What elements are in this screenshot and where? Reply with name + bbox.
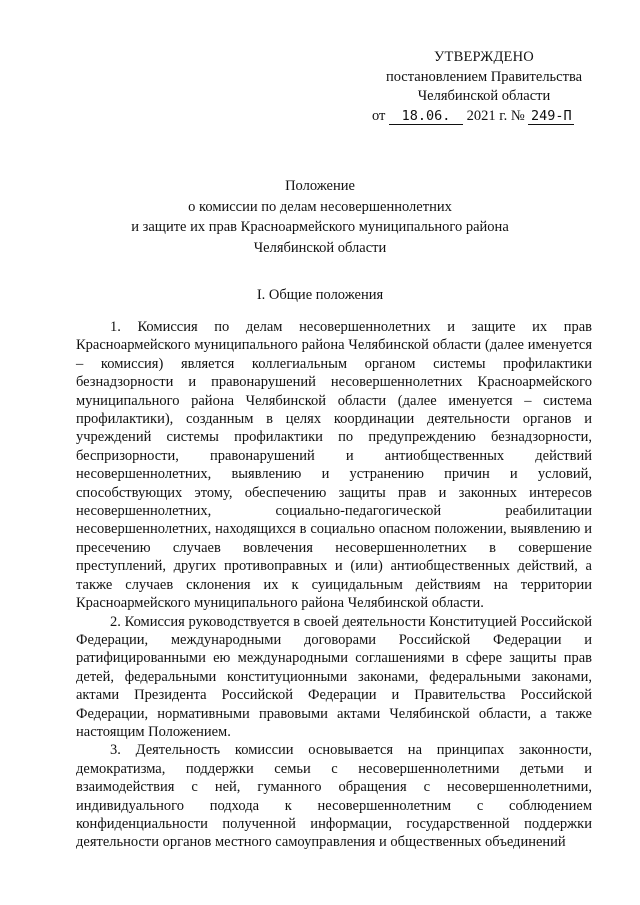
handwritten-date: 18.06. (389, 108, 463, 125)
section-heading: I. Общие положения (256, 287, 384, 303)
approval-date-line (372, 107, 596, 127)
paragraph-2: 2. Комиссия руководствуется в своей деятельности Конституцией Российской Федерации, международными договорами Российской Федерации и ратифицированными ею международными соглашениями в сфере защиты прав детей, федеральными конституционными законами, федеральными законами, актами Президента Российской Федерации и Правительства Российской Федерации, нормативными правовыми актами Челябинской области, а также настоящим Положением. (76, 613, 592, 740)
title-line-4: Челябинской области (253, 239, 387, 256)
approval-line-1: постановлением Правительства (385, 68, 583, 85)
document-body (76, 318, 592, 852)
document-title (0, 176, 640, 258)
title-line-1: Положение (285, 178, 355, 194)
approval-line-2: Челябинской области (417, 88, 551, 104)
title-line-3: и защите их прав Красноармейского муниципального района (131, 219, 509, 235)
date-prefix: от (372, 107, 386, 124)
approved-label: УТВЕРЖДЕНО (434, 49, 534, 65)
approval-stamp (372, 48, 596, 126)
paragraph-3: 3. Деятельность комиссии основывается на принципах законности, демократизма, поддержки семьи с несовершеннолетними детьми и взаимодействия с ней, гуманного обращения с несовершеннолетними, индивидуального подхода к несовершеннолетним с соблюдением конфиденциальности полученной информации, государственной поддержки деятельности органов местного самоуправления и общественных объединений (76, 742, 592, 851)
date-year: 2021 г. № (466, 107, 525, 124)
handwritten-number: 249-П (528, 108, 574, 125)
paragraph-1: 1. Комиссия по делам несовершеннолетних и защите их прав Красноармейского муниципального района Челябинской области (далее именуется – комиссия) является коллегиальным органом системы профилактики безнадзорности и правонарушений несовершеннолетних Красноармейского муниципального района Челябинской области (далее именуется – система профилактики), созданным в целях координации деятельности органов и учреждений системы профилактики по предупреждению безнадзорности, беспризорности, правонарушений и антиобщественных действий несовершеннолетних, выявлению и устранению причин и условий, способствующих этому, обеспечению защиты прав и законных интересов несовершеннолетних, социально-педагогической реабилитации несовершеннолетних, находящихся в социально опасном положении, выявлению и пресечению случаев вовлечения несовершеннолетних в совершение преступлений, других противоправных и (или) антиобщественных действий, а также случаев склонения их к суицидальным действиям на территории Красноармейского муниципального района Челябинской области. (76, 319, 592, 612)
title-line-2: о комиссии по делам несовершеннолетних (188, 198, 452, 215)
